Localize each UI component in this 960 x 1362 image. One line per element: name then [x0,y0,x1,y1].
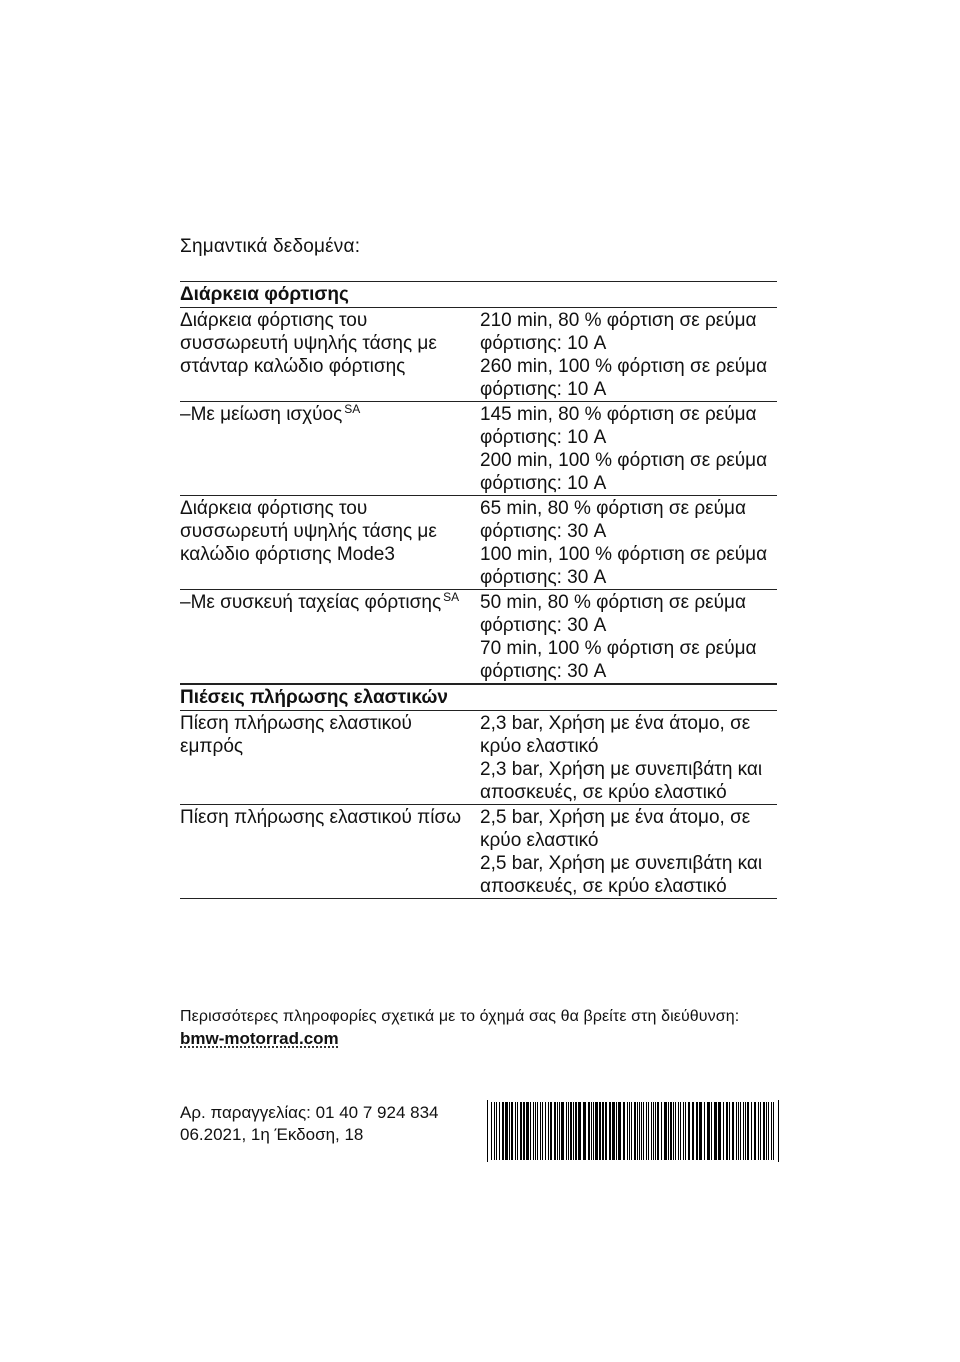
barcode-bar [743,1102,744,1160]
website-link[interactable]: bmw-motorrad.com [180,1029,339,1048]
barcode-bar [768,1102,769,1160]
barcode-bar [545,1102,546,1160]
barcode-bar [714,1102,717,1160]
spec-value [480,805,777,898]
barcode-bar [491,1102,492,1160]
barcode-bar [535,1102,536,1160]
barcode-bar [738,1102,739,1160]
spec-value [480,590,777,683]
barcode-bar [758,1102,759,1160]
barcode-bar [639,1102,640,1160]
spec-value-line: 65 min, 80 % φόρτιση σε ρεύμα φόρτισης: 30 A [480,498,746,542]
spec-value-line: 2,3 bar, Χρήση με ένα άτομο, σε κρύο ελαστικό [480,713,751,757]
barcode-bar [530,1102,531,1160]
barcode-bar [673,1102,674,1160]
barcode-bar [745,1102,746,1160]
barcode-bar [554,1102,556,1160]
barcode-bar [631,1102,632,1160]
barcode-bar [699,1102,702,1160]
sa-superscript: SA [344,401,361,416]
barcode-bar [599,1102,601,1160]
barcode-bar [634,1102,636,1160]
barcode-bar [523,1102,525,1160]
barcode-bar [675,1102,676,1160]
barcode-bar [680,1102,681,1160]
barcode-bar [627,1102,628,1160]
spec-value-line: 70 min, 100 % φόρτιση σε ρεύμα φόρτισης: 30 A [480,638,757,682]
barcode-bar [736,1102,737,1160]
barcode-bar [618,1102,621,1160]
barcode-bar [542,1102,543,1160]
spec-value [480,402,777,495]
spec-label [180,805,480,898]
spec-value-line: 100 min, 100 % φόρτιση σε ρεύμα φόρτισης: 30 A [480,544,768,588]
barcode-bar [651,1102,652,1160]
barcode-bar [566,1102,567,1160]
barcode-bar [655,1102,656,1160]
barcode-bar [515,1102,516,1160]
barcode-bar [593,1102,594,1160]
barcode-bar [637,1102,638,1160]
barcode-bar [561,1102,564,1160]
tyre-rows [180,711,777,899]
barcode-bar [723,1102,724,1160]
spec-label [180,496,480,589]
spec-label [180,402,480,495]
spec-label [180,711,480,804]
barcode-bar [578,1102,581,1160]
spec-value-line: 260 min, 100 % φόρτιση σε ρεύμα φόρτισης: 10 A [480,356,768,400]
barcode-bar [732,1102,734,1160]
barcode-bar [685,1102,686,1160]
spec-value [480,308,777,401]
barcode-bar [612,1102,615,1160]
section-header-charging: Διάρκεια φόρτισης [180,281,777,308]
barcode-bar [683,1102,684,1160]
spec-label [180,308,480,401]
order-number: Αρ. παραγγελίας: 01 40 7 924 834 [180,1103,439,1122]
spec-value-line: 145 min, 80 % φόρτιση σε ρεύμα φόρτισης: 10 A [480,404,757,448]
barcode-bar [505,1102,508,1160]
barcode-bar [646,1102,647,1160]
barcode-bar [605,1102,607,1160]
sa-superscript: SA [443,589,460,604]
barcode-bar [670,1102,672,1160]
barcode [487,1100,779,1162]
barcode-bar [729,1102,730,1160]
barcode-bar [760,1102,761,1160]
barcode-bar [747,1102,749,1160]
barcode-bar [533,1102,534,1160]
barcode-bar [623,1102,625,1160]
barcode-bar [657,1102,659,1160]
tyres-row [180,711,777,805]
charging-row [180,590,777,684]
charging-row [180,496,777,590]
barcode-bar [688,1102,690,1160]
barcode-bar [648,1102,649,1160]
barcode-bar [711,1102,712,1160]
barcode-bar [609,1102,611,1160]
charging-row [180,402,777,496]
spec-table [180,281,777,899]
barcode-bar [537,1102,538,1160]
barcode-bar [570,1102,572,1160]
barcode-bar [766,1102,767,1160]
barcode-bar [664,1102,667,1160]
barcode-bar [509,1102,510,1160]
barcode-bar [595,1102,598,1160]
charging-rows [180,308,777,684]
barcode-bar [588,1102,590,1160]
barcode-bar [641,1102,642,1160]
spec-value-line: 2,5 bar, Χρήση με ένα άτομο, σε κρύο ελαστικό [480,807,751,851]
barcode-bar [629,1102,630,1160]
more-info-text: Περισσότερες πληροφορίες σχετικά με το όχημά σας θα βρείτε στη διεύθυνση: [180,1008,740,1025]
barcode-bar [575,1102,577,1160]
page-title: Σημαντικά δεδομένα: [180,236,361,257]
barcode-bar [643,1102,644,1160]
barcode-bar [754,1102,756,1160]
barcode-bar [526,1102,529,1160]
barcode-bar [707,1102,710,1160]
spec-value-line: 2,3 bar, Χρήση με συνεπιβάτη και αποσκευές, σε κρύο ελαστικό [480,759,763,803]
barcode-bar [696,1102,698,1160]
tyres-row [180,805,777,899]
spec-label-text: –Με μείωση ισχύος [180,404,343,425]
spec-label-text: –Με συσκευή ταχείας φόρτισης [180,592,442,613]
barcode-bar [678,1102,679,1160]
barcode-bar [502,1102,504,1160]
barcode-bar [773,1102,774,1160]
barcode-bar [751,1102,752,1160]
barcode-bar [511,1102,513,1160]
charging-row [180,308,777,402]
barcode-bar [653,1102,654,1160]
spec-value-line: 200 min, 100 % φόρτιση σε ρεύμα φόρτισης: 10 A [480,450,768,494]
spec-value-line: 50 min, 80 % φόρτιση σε ρεύμα φόρτισης: 30 A [480,592,746,636]
barcode-bar [616,1102,617,1160]
barcode-bar [496,1102,497,1160]
barcode-bar [568,1102,569,1160]
barcode-bar [740,1102,741,1160]
barcode-bar [602,1102,604,1160]
barcode-bar [583,1102,586,1160]
barcode-bar [550,1102,552,1160]
barcode-bar [668,1102,669,1160]
barcode-bar [559,1102,560,1160]
spec-label-text: Διάρκεια φόρτισης του συσσωρευτή υψηλής τάσης με στάνταρ καλώδιο φόρτισης [180,310,437,377]
barcode-bar [726,1102,728,1160]
section-header-tyres: Πιέσεις πλήρωσης ελαστικών [180,684,777,711]
spec-label [180,590,480,683]
barcode-bar [718,1102,721,1160]
barcode-bar [573,1102,574,1160]
barcode-bar [548,1102,549,1160]
spec-label-text: Πίεση πλήρωσης ελαστικού εμπρός [180,713,412,757]
spec-value-line: 210 min, 80 % φόρτιση σε ρεύμα φόρτισης: 10 A [480,310,757,354]
barcode-bar [771,1102,772,1160]
barcode-bar [692,1102,694,1160]
barcode-bar [591,1102,592,1160]
barcode-bar [557,1102,558,1160]
spec-value [480,711,777,804]
spec-label-text: Πίεση πλήρωσης ελαστικού πίσω [180,807,462,828]
barcode-bar [540,1102,541,1160]
barcode-bar [499,1102,500,1160]
spec-value-line: 2,5 bar, Χρήση με συνεπιβάτη και αποσκευές, σε κρύο ελαστικό [480,853,763,897]
barcode-bar [517,1102,518,1160]
barcode-bar [494,1102,495,1160]
barcode-bar [763,1102,765,1160]
edition-info: 06.2021, 1η Έκδοση, 18 [180,1125,364,1144]
barcode-bar [704,1102,705,1160]
spec-label-text: Διάρκεια φόρτισης του συσσωρευτή υψηλής τάσης με καλώδιο φόρτισης Mode3 [180,498,437,565]
barcode-bar [661,1102,662,1160]
barcode-bar [520,1102,522,1160]
spec-value [480,496,777,589]
